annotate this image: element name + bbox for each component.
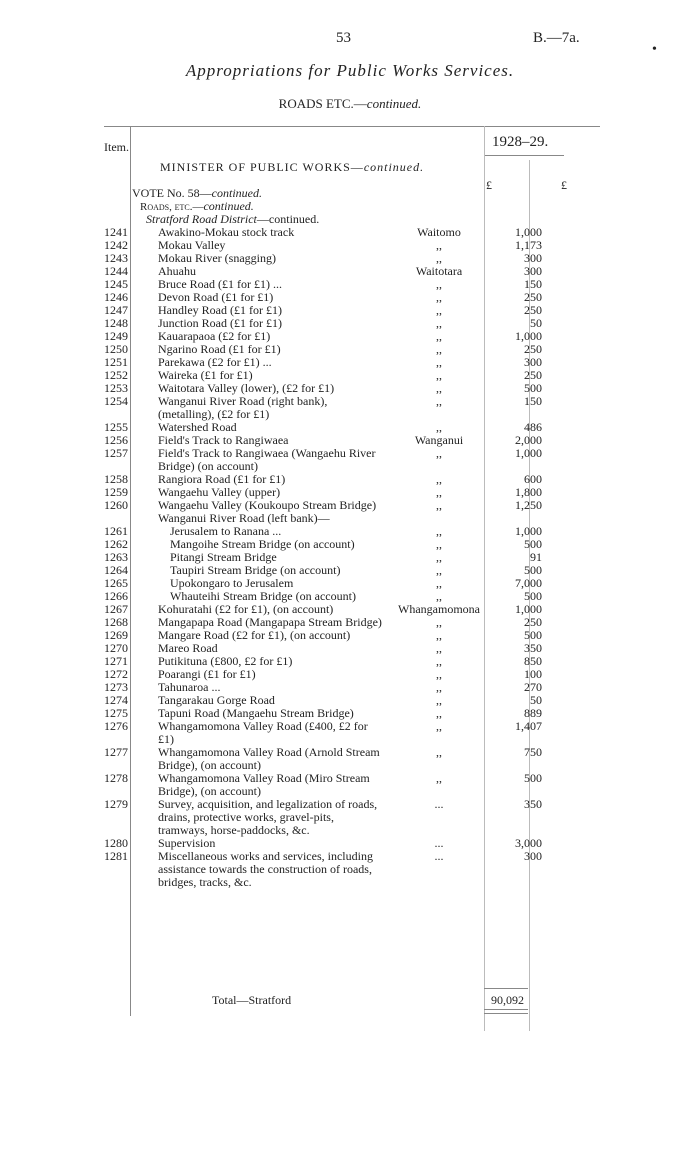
item-number: 1249 [104, 329, 128, 343]
item-number: 1272 [104, 667, 128, 681]
item-district: ,, [436, 719, 442, 733]
item-description: Whauteihi Stream Bridge (on account) [170, 589, 356, 603]
item-district: ,, [436, 628, 442, 642]
item-description: Whangamomona Valley Road (Arnold Stream Bridge), (on account) [158, 745, 380, 772]
item-number: 1274 [104, 693, 128, 707]
item-amount: 500 [524, 537, 542, 551]
item-number: 1255 [104, 420, 128, 434]
item-amount: 1,000 [515, 225, 542, 239]
table-row [104, 395, 542, 421]
item-number: 1267 [104, 602, 128, 616]
item-amount: 1,000 [515, 446, 542, 460]
item-description: Mangoihe Stream Bridge (on account) [170, 537, 355, 551]
item-description: Junction Road (£1 for £1) [158, 316, 282, 330]
roads-label: Roads, etc.— [140, 201, 204, 213]
table-row [104, 850, 542, 889]
item-district: Wanganui [414, 433, 464, 447]
item-description: Kohuratahi (£2 for £1), (on account) [158, 602, 334, 616]
item-number: 1258 [104, 472, 128, 486]
item-amount: 500 [524, 589, 542, 603]
item-district: ,, [436, 329, 442, 343]
item-description: Waireka (£1 for £1) [158, 368, 253, 382]
item-description: Rangiora Road (£1 for £1) [158, 472, 286, 486]
item-number: 1271 [104, 654, 128, 668]
total-rule-double [484, 1013, 528, 1014]
item-district: ... [434, 836, 444, 850]
item-description: Putikituna (£800, £2 for £1) [158, 654, 293, 668]
item-description: Tapuni Road (Mangaehu Stream Bridge) [158, 706, 354, 720]
subtitle-continued: continued. [366, 96, 422, 111]
item-amount: 7,000 [515, 576, 542, 590]
item-district: ,, [436, 680, 442, 694]
item-number: 1268 [104, 615, 128, 629]
total-rule-top [484, 988, 528, 989]
item-number: 1243 [104, 251, 128, 265]
section-subtitle [0, 96, 700, 112]
item-amount: 1,250 [515, 498, 542, 512]
item-number: 1253 [104, 381, 128, 395]
item-district: ,, [436, 290, 442, 304]
item-amount: 889 [524, 706, 542, 720]
item-number: 1250 [104, 342, 128, 356]
item-district: Waitomo [417, 225, 461, 239]
table-row [104, 720, 542, 746]
vote-continued: continued. [211, 186, 262, 200]
item-number: 1270 [104, 641, 128, 655]
item-district: ,, [436, 368, 442, 382]
item-number: 1278 [104, 771, 128, 785]
roads-continued: continued. [203, 199, 254, 213]
item-district: ,, [436, 446, 442, 460]
table-row [104, 447, 542, 473]
item-amount: 1,000 [515, 329, 542, 343]
item-district: ,, [436, 693, 442, 707]
item-number: 1262 [104, 537, 128, 551]
page-title: Appropriations for Public Works Services. [185, 61, 515, 80]
item-district: ,, [436, 771, 442, 785]
item-district: ,, [436, 589, 442, 603]
item-amount: 2,000 [515, 433, 542, 447]
ministry-continued: continued. [363, 160, 425, 174]
district-continued: —continued. [256, 212, 320, 226]
item-number: 1276 [104, 719, 128, 733]
item-description: Whangamomona Valley Road (£400, £2 for £1) [158, 719, 368, 746]
item-number: 1242 [104, 238, 128, 252]
item-number: 1266 [104, 589, 128, 603]
item-number: 1265 [104, 576, 128, 590]
item-description: Supervision [158, 836, 216, 850]
item-description: Tahunaroa ... [158, 680, 221, 694]
item-amount: 250 [524, 615, 542, 629]
item-number: 1254 [104, 394, 128, 408]
item-district: ,, [436, 472, 442, 486]
item-amount: 150 [524, 394, 542, 408]
item-district: ,, [436, 394, 442, 408]
item-number: 1264 [104, 563, 128, 577]
item-district: Waitotara [415, 264, 463, 278]
item-district: ,, [436, 563, 442, 577]
item-column-header: Item. [104, 140, 129, 154]
item-district: ,, [436, 615, 442, 629]
item-amount: 250 [524, 368, 542, 382]
item-description: Watershed Road [158, 420, 237, 434]
item-amount: 500 [524, 381, 542, 395]
appropriations-table [104, 226, 542, 889]
item-amount: 250 [524, 342, 542, 356]
item-district: ,, [436, 654, 442, 668]
total-amount: 90,092 [491, 993, 524, 1007]
item-amount: 486 [524, 420, 542, 434]
item-description: Field's Track to Rangiwaea [158, 433, 289, 447]
item-description: Mangapapa Road (Mangapapa Stream Bridge) [158, 615, 382, 629]
item-number: 1273 [104, 680, 128, 694]
item-description: Poarangi (£1 for £1) [158, 667, 256, 681]
item-description: Mangare Road (£2 for £1), (on account) [158, 628, 351, 642]
item-number: 1245 [104, 277, 128, 291]
year-column-header: 1928–29. [492, 134, 549, 150]
item-description: Tangarakau Gorge Road [158, 693, 275, 707]
item-district: ,, [436, 550, 442, 564]
item-description: Ahuahu [158, 264, 196, 278]
item-number: 1257 [104, 446, 128, 460]
item-district: ,, [436, 537, 442, 551]
item-amount: 850 [524, 654, 542, 668]
item-amount: 1,000 [515, 602, 542, 616]
item-number: 1277 [104, 745, 128, 759]
item-amount: 500 [524, 628, 542, 642]
item-description: Ngarino Road (£1 for £1) [158, 342, 281, 356]
item-district: ,, [436, 316, 442, 330]
item-description: Wanganui River Road (left bank)— [158, 511, 330, 525]
item-district: ,, [436, 420, 442, 434]
item-number: 1263 [104, 550, 128, 564]
item-district: ,, [436, 277, 442, 291]
item-amount: 350 [524, 641, 542, 655]
item-district: ,, [436, 667, 442, 681]
item-amount: 500 [524, 563, 542, 577]
item-description: Taupiri Stream Bridge (on account) [170, 563, 341, 577]
item-amount: 750 [524, 745, 542, 759]
document-reference: B.—7a. [533, 30, 580, 46]
item-district: ,, [436, 498, 442, 512]
margin-mark: • [652, 42, 657, 57]
item-number: 1280 [104, 836, 128, 850]
vote-label: VOTE No. 58— [132, 186, 212, 200]
item-description: Wangaehu Valley (upper) [158, 485, 281, 499]
item-number: 1251 [104, 355, 128, 369]
table-row [104, 772, 542, 798]
item-amount: 350 [524, 797, 542, 811]
item-district: ,, [436, 485, 442, 499]
item-number: 1248 [104, 316, 128, 330]
item-number: 1279 [104, 797, 128, 811]
item-number: 1241 [104, 225, 128, 239]
table-row [104, 798, 542, 837]
item-description: Bruce Road (£1 for £1) ... [158, 277, 282, 291]
item-number: 1261 [104, 524, 128, 538]
item-amount: 300 [524, 251, 542, 265]
item-number: 1247 [104, 303, 128, 317]
item-amount: 100 [524, 667, 542, 681]
item-district: ,, [436, 576, 442, 590]
item-description: Upokongaro to Jerusalem [170, 576, 294, 590]
item-district: ,, [436, 381, 442, 395]
item-number: 1260 [104, 498, 128, 512]
item-district: ,, [436, 706, 442, 720]
item-amount: 1,173 [515, 238, 542, 252]
item-description: Whangamomona Valley Road (Miro Stream Bridge), (on account) [158, 771, 370, 798]
ministry-name: MINISTER OF PUBLIC WORKS— [160, 160, 364, 174]
item-number: 1269 [104, 628, 128, 642]
item-district: ,, [436, 745, 442, 759]
item-number: 1244 [104, 264, 128, 278]
item-district: ... [434, 797, 444, 811]
item-district: ,, [436, 238, 442, 252]
item-number: 1259 [104, 485, 128, 499]
item-number: 1256 [104, 433, 128, 447]
subtitle-main: ROADS ETC.— [278, 96, 367, 111]
item-number: 1281 [104, 849, 128, 863]
item-amount: 300 [524, 264, 542, 278]
item-amount: 500 [524, 771, 542, 785]
item-description: Devon Road (£1 for £1) [158, 290, 274, 304]
pound-sign-2: £ [561, 178, 567, 192]
header-rule-top [104, 126, 600, 127]
item-district: Whangamomona [398, 602, 480, 616]
total-label: Total—Stratford [212, 993, 292, 1007]
item-amount: 91 [530, 550, 542, 564]
item-district: ,, [436, 524, 442, 538]
item-amount: 50 [530, 693, 542, 707]
item-amount: 1,407 [515, 719, 542, 733]
item-district: ,, [436, 641, 442, 655]
item-district: ... [434, 849, 444, 863]
item-number: 1275 [104, 706, 128, 720]
page-number: 53 [336, 30, 351, 46]
item-amount: 600 [524, 472, 542, 486]
item-description: Awakino-Mokau stock track [158, 225, 295, 239]
item-district: ,, [436, 342, 442, 356]
item-amount: 1,000 [515, 524, 542, 538]
ministry-heading [160, 160, 424, 175]
item-description: Field's Track to Rangiwaea (Wangaehu River Bridge) (on account) [158, 446, 376, 473]
item-amount: 250 [524, 290, 542, 304]
item-description: Waitotara Valley (lower), (£2 for £1) [158, 381, 335, 395]
total-rule-bottom [484, 1009, 528, 1010]
item-description: Mareo Road [158, 641, 218, 655]
item-amount: 1,800 [515, 485, 542, 499]
item-district: ,, [436, 355, 442, 369]
item-description: Wanganui River Road (right bank), (metalling), (£2 for £1) [158, 394, 328, 421]
item-description: Parekawa (£2 for £1) ... [158, 355, 272, 369]
year-underline [484, 155, 564, 156]
item-number: 1246 [104, 290, 128, 304]
table-row [104, 746, 542, 772]
item-description: Survey, acquisition, and legalization of roads, drains, protective works, gravel-pits, tramways, horse-paddocks, &c. [158, 797, 378, 837]
item-amount: 300 [524, 849, 542, 863]
item-amount: 50 [530, 316, 542, 330]
item-amount: 270 [524, 680, 542, 694]
item-district: ,, [436, 251, 442, 265]
item-description: Mokau Valley [158, 238, 226, 252]
item-description: Jerusalem to Ranana ... [170, 524, 282, 538]
item-description: Kauarapaoa (£2 for £1) [158, 329, 271, 343]
item-description: Miscellaneous works and services, including assistance towards the construction of roads, bridges, tracks, &c. [158, 849, 373, 889]
item-number: 1252 [104, 368, 128, 382]
item-amount: 300 [524, 355, 542, 369]
pound-sign-1: £ [486, 178, 492, 192]
item-description: Handley Road (£1 for £1) [158, 303, 282, 317]
district-label: Stratford Road District [146, 212, 257, 226]
item-amount: 250 [524, 303, 542, 317]
item-description: Wangaehu Valley (Koukoupo Stream Bridge) [158, 498, 377, 512]
item-district: ,, [436, 303, 442, 317]
item-description: Mokau River (snagging) [158, 251, 276, 265]
item-description: Pitangi Stream Bridge [170, 550, 277, 564]
item-amount: 3,000 [515, 836, 542, 850]
item-amount: 150 [524, 277, 542, 291]
